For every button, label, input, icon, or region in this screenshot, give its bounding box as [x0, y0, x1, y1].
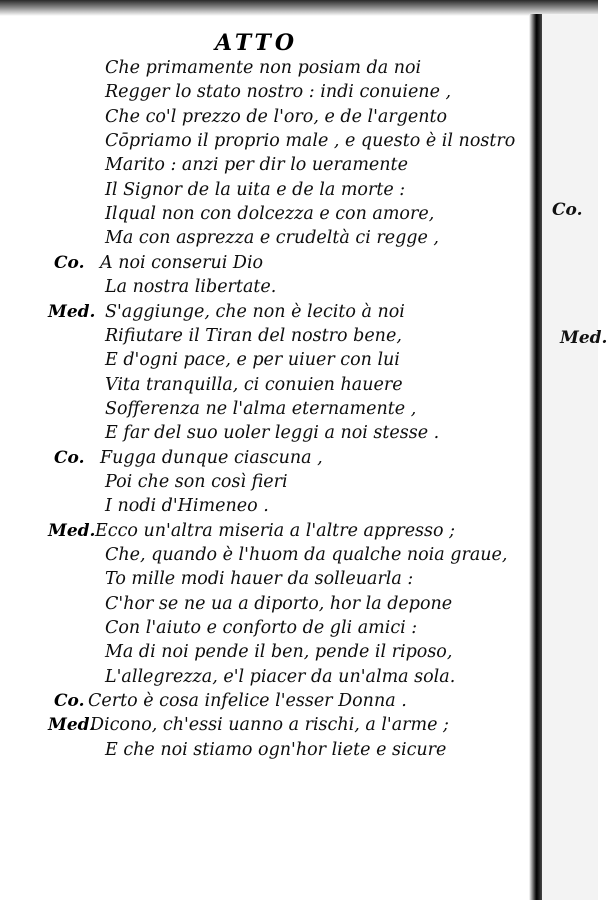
speaker-label: Co.: [54, 252, 85, 273]
verse-text: Rifiutare il Tiran del nostro bene,: [105, 325, 402, 346]
verse-text: Ilqual non con dolcezza e con amore,: [105, 204, 435, 225]
verse-text: E d'ogni pace, e per uiuer con lui: [105, 350, 400, 371]
verse-text: L'allegrezza, e'l piacer da un'alma sola.: [105, 666, 456, 687]
verse-text: Dicono, ch'essi uanno a rischi, a l'arme ;: [90, 715, 449, 736]
page-top-shadow: [0, 0, 598, 16]
verse-text: Che, quando è l'huom da qualche noia graue,: [105, 545, 508, 565]
book-gutter: [529, 14, 543, 900]
verse-text: Che co'l prezzo de l'oro, e de l'argento: [105, 106, 448, 127]
speaker-label: Co.: [54, 691, 85, 712]
verse-text: Certo è cosa infelice l'esser Donna .: [88, 691, 407, 712]
right-margin-speaker: Co.: [552, 200, 583, 220]
verse-text: Vita tranquilla, ci conuien hauere: [105, 374, 403, 395]
speaker-label: Co.: [54, 447, 85, 468]
verse-text: Marito : anzi per dir lo ueramente: [105, 155, 408, 176]
speaker-label: Med.: [48, 715, 96, 736]
verse-text: Ma di noi pende il ben, pende il riposo,: [105, 642, 453, 663]
verse-text: Ma con asprezza e crudeltà ci regge ,: [105, 228, 439, 249]
verse-text: Con l'aiuto e conforto de gli amici :: [105, 618, 418, 639]
verse-text: Sofferenza ne l'alma eternamente ,: [105, 398, 417, 419]
verse-text: C'hor se ne ua a diporto, hor la depone: [105, 593, 453, 614]
page-header: ATTO: [215, 30, 298, 56]
verse-text: Fugga dunque ciascuna ,: [100, 447, 323, 468]
verse-text: Regger lo stato nostro : indi conuiene ,: [105, 82, 452, 103]
verse-text: Poi che son così fieri: [105, 471, 288, 492]
verse-text: I nodi d'Himeneo .: [105, 496, 269, 517]
verse-text: Il Signor de la uita e de la morte :: [105, 179, 406, 200]
speaker-label: Med.: [48, 301, 96, 322]
verse-text: La nostra libertate.: [105, 277, 277, 298]
verse-text: Che primamente non posiam da noi: [105, 58, 422, 78]
speaker-label: Med.: [48, 520, 96, 541]
verse-text: Ecco un'altra miseria a l'altre appresso ;: [95, 520, 456, 541]
verse-text: To mille modi hauer da solleuarla :: [105, 569, 414, 590]
verse-text: S'aggiunge, che non è lecito à noi: [105, 301, 405, 322]
right-page-edge: [542, 14, 598, 900]
verse-text: Cōpriamo il proprio male , e questo è il nostro: [105, 131, 516, 152]
verse-text: E far del suo uoler leggi a noi stesse .: [105, 423, 440, 444]
verse-text: E che noi stiamo ogn'hor liete e sicure: [105, 739, 447, 760]
right-margin-speaker: Med.: [560, 328, 607, 348]
verse-text: A noi conserui Dio: [100, 252, 264, 273]
